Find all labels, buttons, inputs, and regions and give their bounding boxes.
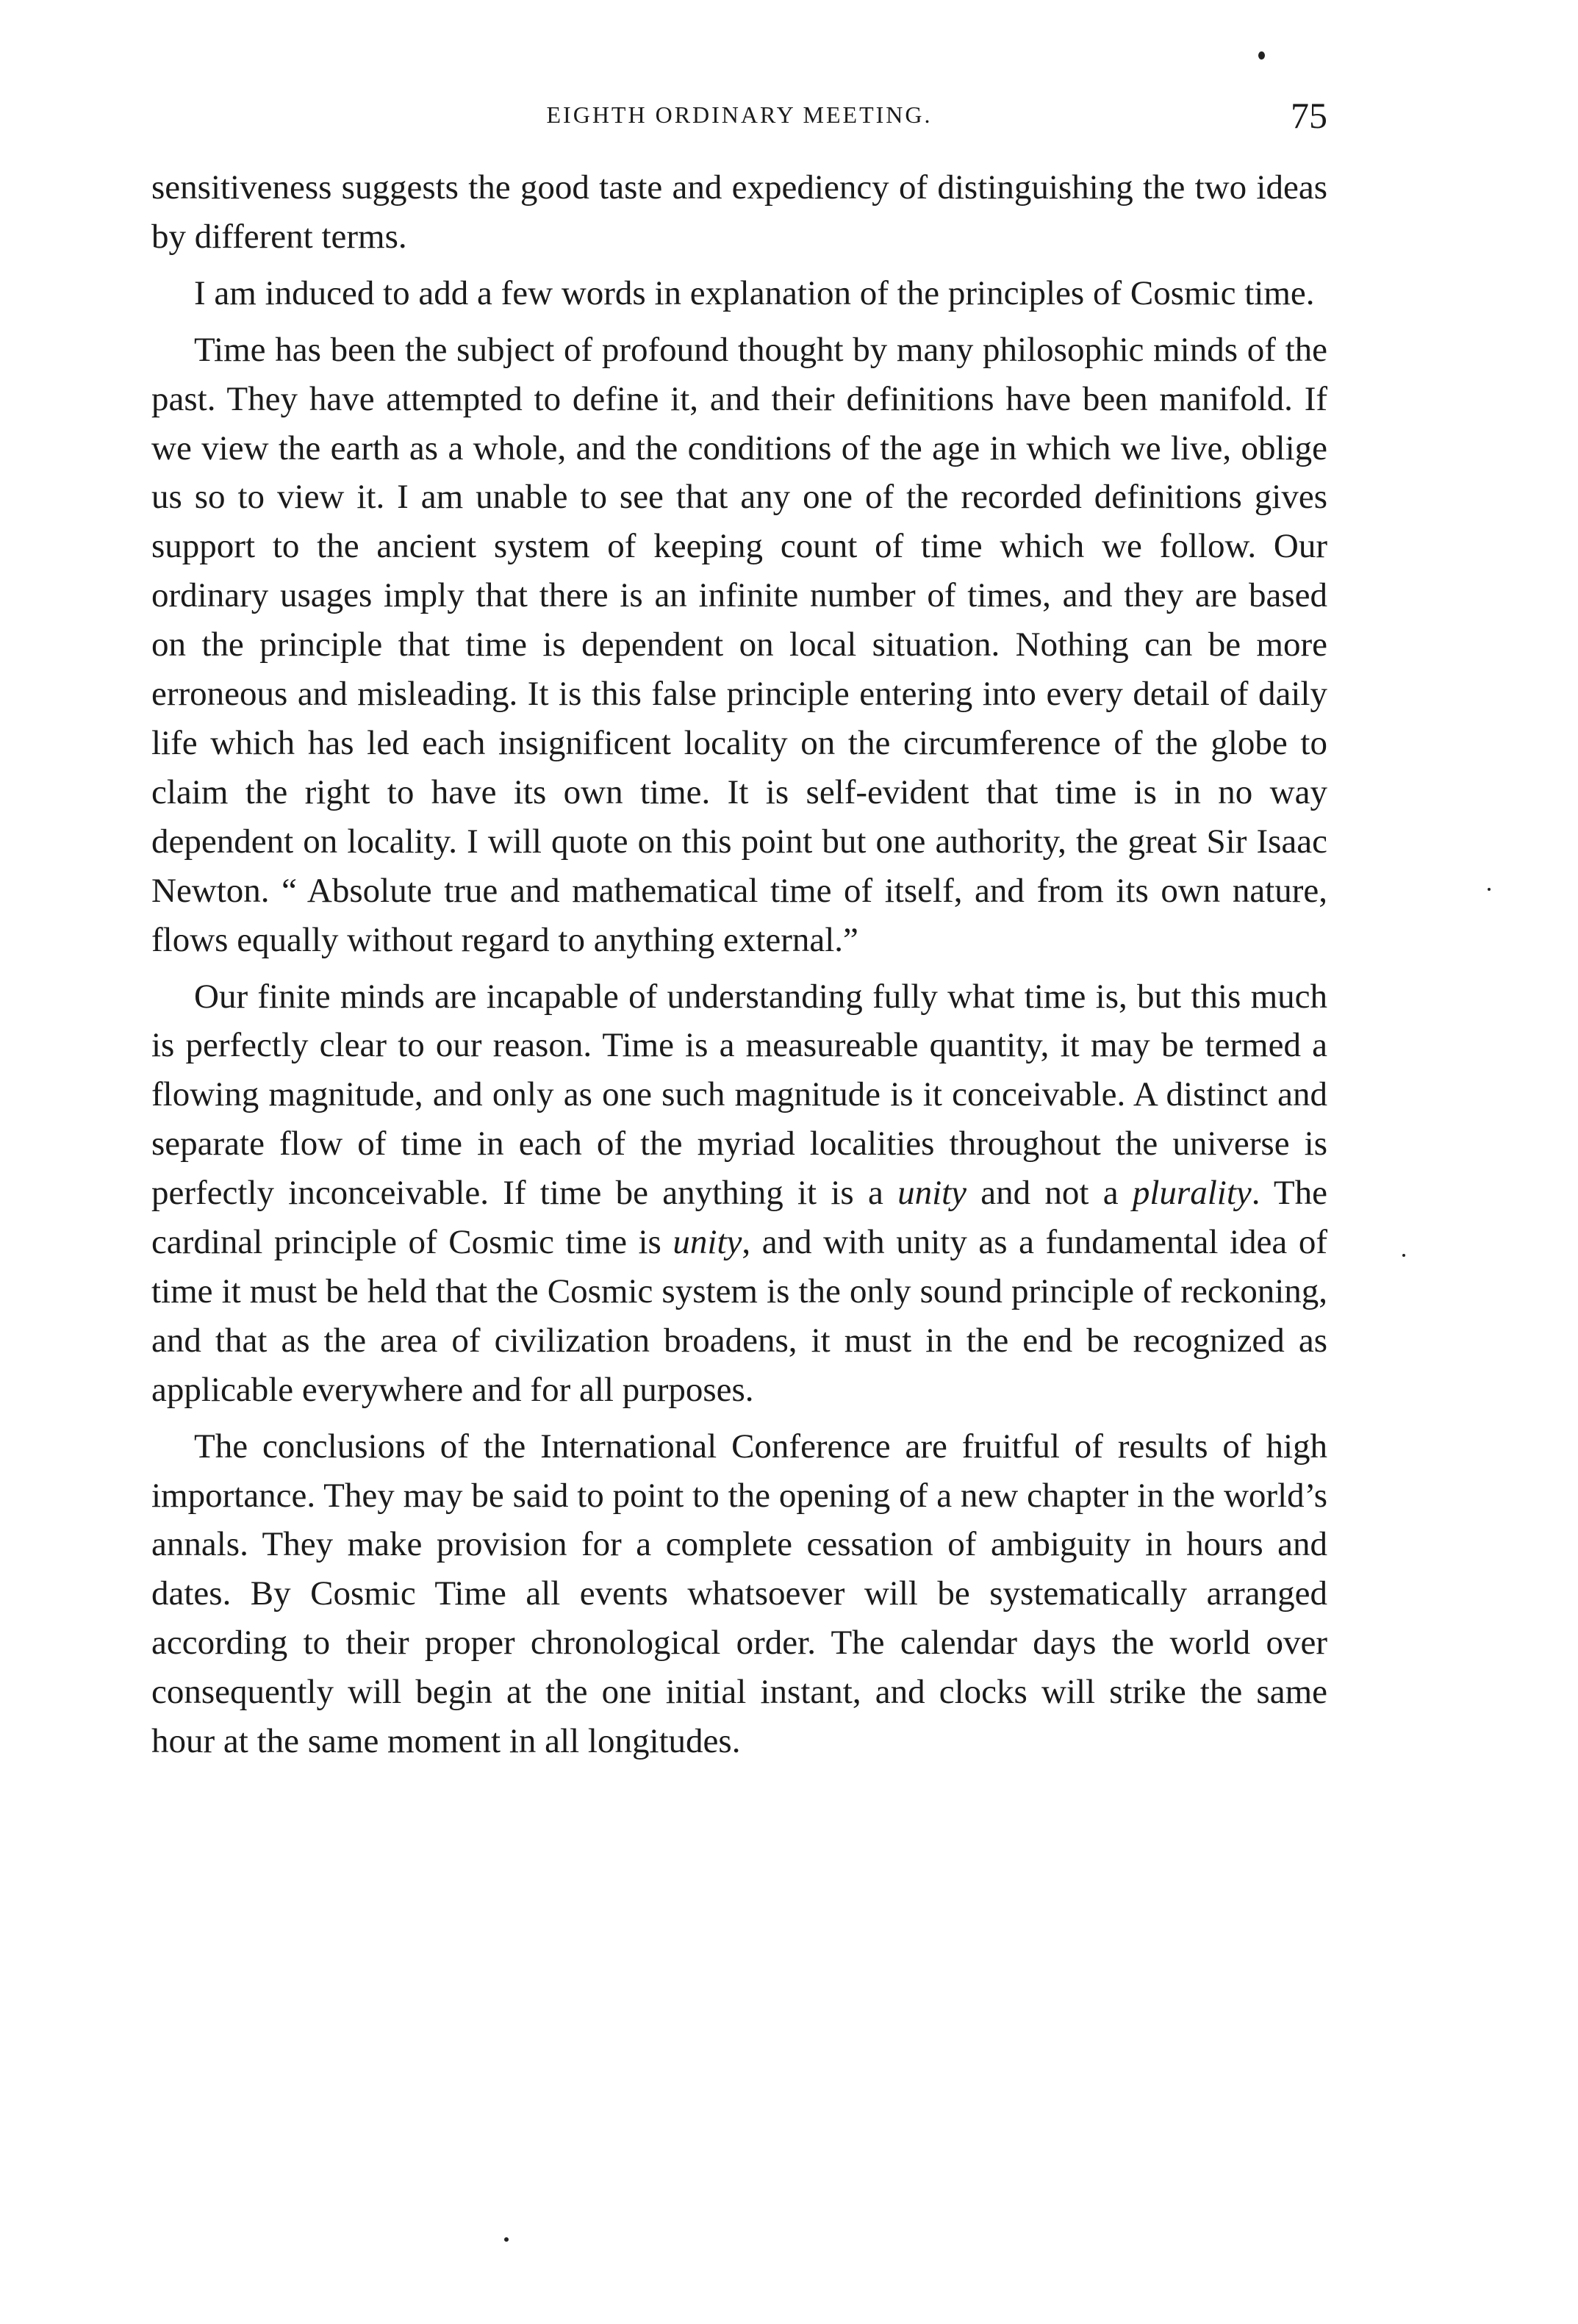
scan-speck-bottom — [504, 2237, 509, 2242]
paragraph-1: sensitiveness suggests the good taste and expediency of distinguishing the two ideas by different terms. — [151, 168, 1327, 256]
paragraph-4-text-d: , and with unity as a fundamental idea of time it must be held that the Cosmic system is the only sound principle of reckoning, and that as the area of civilization broadens, it must in the end be recognized as applicable everywhere and for all purposes. — [151, 1223, 1327, 1409]
document-page — [151, 0, 1327, 2324]
body-text — [151, 163, 1327, 1774]
paragraph-4 — [151, 972, 1327, 1415]
paragraph-2: I am induced to add a few words in explanation of the principles of Cosmic time. — [194, 273, 1315, 312]
paragraph-4-text-c: . The cardinal principle of Cosmic time is — [151, 1174, 1327, 1262]
scan-speck-margin-1 — [1488, 888, 1491, 891]
paragraph-4-text-b: and not a — [966, 1174, 1133, 1213]
emphasis-unity-2: unity — [673, 1223, 742, 1262]
page-number: 75 — [1291, 95, 1327, 136]
paragraph-4-text-a: Our finite minds are incapable of understanding fully what time is, but this much is perfectly clear to our reason. Time is a measureable quantity, it may be termed a flowing magnitude, and only as one such magnitude is it conceivable. A distinct and separate flow of time in each of the myriad localities throughout the universe is perfectly inconceivable. If time be anything it is a — [151, 977, 1327, 1213]
emphasis-unity: unity — [897, 1174, 967, 1213]
paragraph-3: Time has been the subject of profound thought by many philosophic minds of the past. They have attempted to define it, and their definitions have been manifold. If we view the earth as a whole, and the conditions of the age in which we live, oblige us so to view it. I am unable to see that any one of the recorded definitions gives support to the ancient system of keeping count of time which we follow. Our ordinary usages imply that there is an infinite number of times, and they are based on the principle that time is dependent on local situation. Nothing can be more erroneous and misleading. It is this false principle entering into every detail of daily life which has led each insignificent locality on the circumference of the globe to claim the right to have its own time. It is self-evident that time is in no way dependent on locality. I will quote on this point but one authority, the great Sir Isaac Newton. “ Absolute true and mathematical time of itself, and from its own nature, flows equally without regard to anything external.” — [151, 330, 1327, 959]
paragraph-5: The conclusions of the International Conference are fruitful of results of high importance. They may be said to point to the opening of a new chapter in the world’s annals. They make provision for a complete cessation of ambiguity in hours and dates. By Cosmic Time all events whatsoever will be systematically arranged according to their proper chronological order. The calendar days the world over consequently will begin at the one initial instant, and clocks will strike the same hour at the same moment in all longitudes. — [151, 1427, 1327, 1761]
scan-speck-margin-2 — [1402, 1254, 1405, 1257]
running-title: EIGHTH ORDINARY MEETING. — [546, 101, 933, 128]
emphasis-plurality: plurality — [1132, 1174, 1252, 1213]
running-head — [151, 94, 1327, 138]
scan-speck-top — [1258, 51, 1265, 60]
